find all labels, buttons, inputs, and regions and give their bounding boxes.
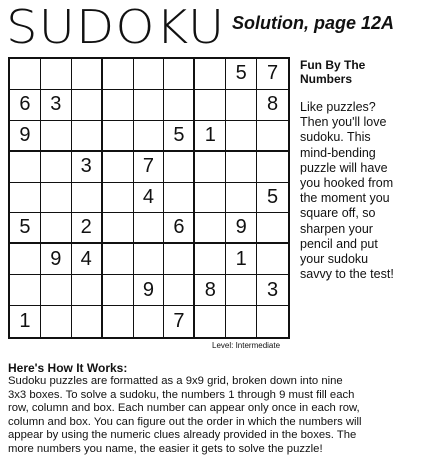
sidebar-heading (300, 58, 430, 86)
instructions-line: Sudoku puzzles are formatted as a 9x9 grid, broken down into nine (8, 375, 343, 387)
sidebar-body-line: square off, so (300, 206, 376, 221)
sudoku-cell[interactable] (195, 90, 226, 121)
sudoku-cell[interactable] (134, 306, 165, 337)
sudoku-cell[interactable] (103, 90, 134, 121)
sudoku-cell[interactable] (103, 213, 134, 244)
sudoku-cell[interactable]: 9 (226, 213, 257, 244)
sudoku-cell[interactable]: 5 (164, 121, 195, 152)
sudoku-cell[interactable]: 1 (195, 121, 226, 152)
sudoku-cell[interactable]: 8 (195, 275, 226, 306)
sudoku-cell[interactable] (257, 306, 288, 337)
sudoku-cell[interactable] (164, 90, 195, 121)
sudoku-cell[interactable] (164, 244, 195, 275)
sudoku-cell[interactable] (195, 59, 226, 90)
instructions-body (8, 375, 432, 457)
sudoku-cell[interactable] (164, 152, 195, 183)
sudoku-cell[interactable] (103, 183, 134, 214)
sidebar-body-line: mind-bending (300, 145, 376, 160)
instructions-line: 3x3 boxes. To solve a sudoku, the numbers 1 through 9 must fill each (8, 388, 355, 401)
sudoku-cell[interactable] (41, 275, 72, 306)
sudoku-cell[interactable] (134, 59, 165, 90)
sudoku-cell[interactable] (195, 183, 226, 214)
sudoku-cell[interactable] (10, 59, 41, 90)
sudoku-cell[interactable] (103, 244, 134, 275)
sidebar-blurb (300, 58, 430, 282)
sudoku-cell[interactable] (41, 152, 72, 183)
sidebar-body-line: savvy to the test! (300, 267, 394, 282)
sudoku-cell[interactable]: 6 (164, 213, 195, 244)
sudoku-cell[interactable] (72, 275, 103, 306)
sudoku-cell[interactable]: 4 (134, 183, 165, 214)
sudoku-cell[interactable]: 7 (257, 59, 288, 90)
page-title: SUDOKU (6, 0, 226, 54)
sudoku-cell[interactable] (72, 90, 103, 121)
sudoku-cell[interactable] (10, 183, 41, 214)
sudoku-cell[interactable] (164, 59, 195, 90)
sudoku-cell[interactable]: 8 (257, 90, 288, 121)
sudoku-cell[interactable] (226, 121, 257, 152)
sudoku-cell[interactable]: 1 (226, 244, 257, 275)
sudoku-cell[interactable] (10, 152, 41, 183)
sudoku-cell[interactable] (226, 183, 257, 214)
sudoku-cell[interactable]: 9 (10, 121, 41, 152)
sudoku-cell[interactable] (134, 244, 165, 275)
sudoku-cell[interactable]: 3 (41, 90, 72, 121)
sudoku-cell[interactable] (72, 306, 103, 337)
sudoku-cell[interactable] (164, 183, 195, 214)
sidebar-body-line: Then you'll love (300, 115, 387, 130)
difficulty-level: Level: Intermediate (212, 341, 281, 350)
sudoku-cell[interactable] (164, 275, 195, 306)
sudoku-cell[interactable] (134, 121, 165, 152)
sidebar-body-line: your sudoku (300, 252, 369, 267)
sudoku-cell[interactable] (195, 152, 226, 183)
sudoku-cell[interactable]: 3 (257, 275, 288, 306)
sudoku-cell[interactable] (103, 121, 134, 152)
page-header (4, 2, 432, 54)
sidebar-heading-line: Numbers (300, 72, 353, 86)
sudoku-cell[interactable]: 4 (72, 244, 103, 275)
sudoku-cell[interactable] (195, 213, 226, 244)
sudoku-cell[interactable]: 7 (164, 306, 195, 337)
sudoku-cell[interactable] (257, 213, 288, 244)
sudoku-cell[interactable] (195, 306, 226, 337)
sudoku-cell[interactable] (226, 90, 257, 121)
sidebar-body-line: sharpen your (300, 221, 373, 236)
sudoku-cell[interactable] (226, 306, 257, 337)
sudoku-cell[interactable]: 7 (134, 152, 165, 183)
sidebar-body (300, 100, 430, 282)
solution-reference: Solution, page 12A (232, 13, 395, 33)
sudoku-cell[interactable] (10, 275, 41, 306)
sudoku-cell[interactable] (41, 59, 72, 90)
sidebar-heading-line: Fun By The (300, 58, 366, 72)
sudoku-cell[interactable] (41, 306, 72, 337)
sudoku-cell[interactable] (257, 121, 288, 152)
sudoku-cell[interactable]: 3 (72, 152, 103, 183)
sidebar-body-line: pencil and put (300, 236, 378, 251)
sidebar-body-line: the moment you (300, 191, 390, 206)
sudoku-cell[interactable] (226, 152, 257, 183)
sudoku-cell[interactable]: 9 (134, 275, 165, 306)
sudoku-cell[interactable] (103, 59, 134, 90)
instructions-line: appear by using the numeric clues already provided in the boxes. The (8, 429, 357, 442)
sidebar-body-line: puzzle will have (300, 160, 388, 175)
sudoku-cell[interactable] (257, 244, 288, 275)
sudoku-cell[interactable]: 6 (10, 90, 41, 121)
sudoku-cell[interactable] (103, 152, 134, 183)
sudoku-cell[interactable]: 5 (10, 213, 41, 244)
instructions-section (8, 361, 432, 457)
sudoku-grid (8, 57, 290, 339)
sudoku-cell[interactable] (41, 183, 72, 214)
sudoku-cell[interactable] (41, 213, 72, 244)
sudoku-cell[interactable]: 5 (226, 59, 257, 90)
sudoku-cell[interactable] (134, 90, 165, 121)
sudoku-cell[interactable] (72, 59, 103, 90)
sidebar-body-line: Like puzzles? (300, 100, 376, 114)
instructions-line: row, column and box. Each number can appear only once in each row, (8, 402, 360, 415)
sudoku-cell[interactable]: 2 (72, 213, 103, 244)
sudoku-cell[interactable]: 9 (41, 244, 72, 275)
sudoku-cell[interactable] (103, 275, 134, 306)
sudoku-cell[interactable] (195, 244, 226, 275)
sudoku-cell[interactable]: 1 (10, 306, 41, 337)
sudoku-cell[interactable] (226, 275, 257, 306)
instructions-line: more numbers you name, the easier it gets to solve the puzzle! (8, 442, 323, 455)
instructions-heading: Here's How It Works: (8, 361, 128, 375)
sudoku-cell[interactable] (72, 121, 103, 152)
sudoku-cell[interactable] (10, 244, 41, 275)
sudoku-cell[interactable] (134, 213, 165, 244)
instructions-line: column and box. You can figure out the order in which the numbers will (8, 415, 362, 428)
sudoku-cell[interactable] (257, 152, 288, 183)
sudoku-cell[interactable] (103, 306, 134, 337)
sudoku-cell[interactable]: 5 (257, 183, 288, 214)
sudoku-cell[interactable] (41, 121, 72, 152)
sidebar-body-line: sudoku. This (300, 130, 371, 145)
sidebar-body-line: you hooked from (300, 176, 394, 191)
sudoku-cell[interactable] (72, 183, 103, 214)
